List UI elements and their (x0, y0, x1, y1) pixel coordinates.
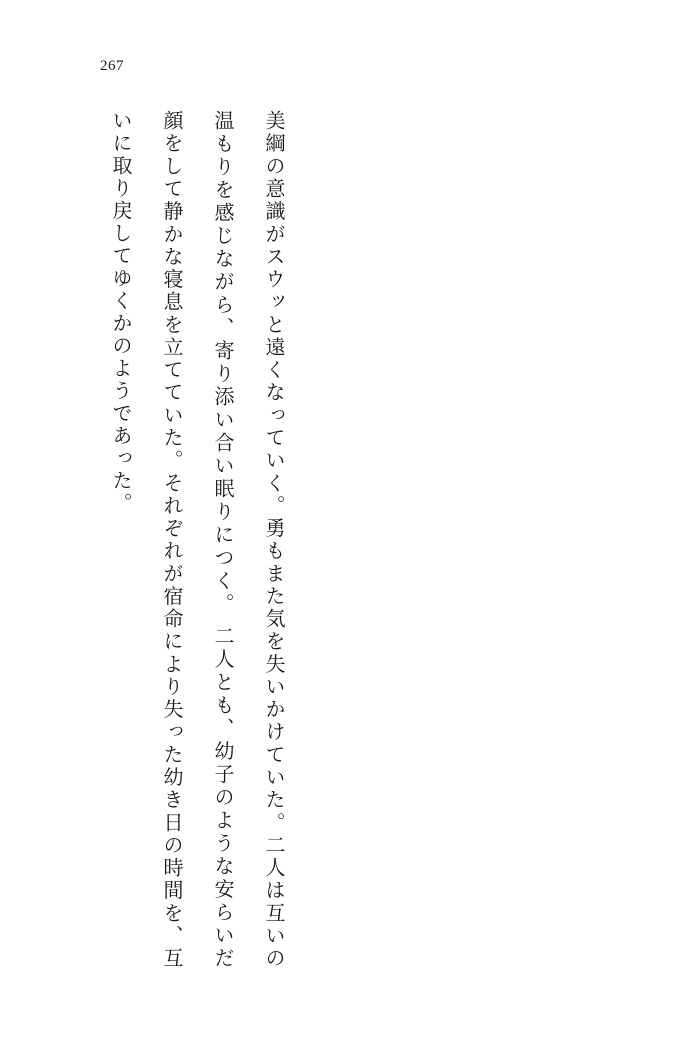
page-number: 267 (100, 58, 124, 74)
body-text-block (95, 110, 635, 990)
vertical-text-content: 美綱の意識がスウッと遠くなっていく。勇もまた気を失いかけていた。二人は互いの温もりを感じながら、寄り添い合い眠りにつく。 二人とも、幼子のような安らいだ顔をして静かな寝息を立てていた。それぞれが宿命により失った幼き日の時間を、互いに取り戻してゆくかのようであった。 (109, 110, 286, 970)
